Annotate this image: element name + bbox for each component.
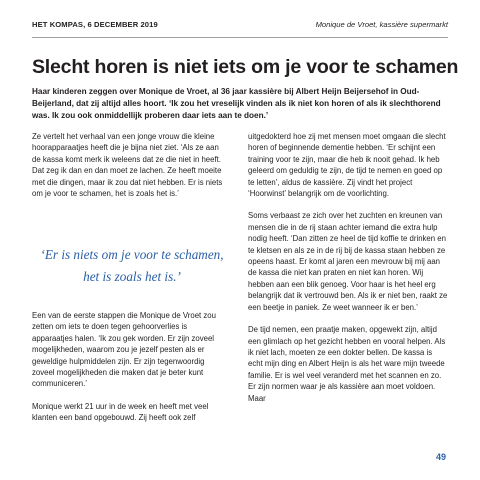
- page-header: [32, 18, 448, 32]
- paragraph: De tijd nemen, een praatje maken, opgewekt zijn, altijd een glimlach op het gezicht hebben en vooral helpen. Als ik niet lach, moeten ze een dokter bellen. De kassa is echt mijn ding en Albert Heijn is als het ware mijn tweede familie. Er is wel veel veranderd met het scannen en zo. Er zijn normen waar je als kassière aan moet voldoen. Maar: [248, 325, 446, 403]
- article-title: Slecht horen is niet iets om je voor te schamen: [32, 56, 459, 78]
- header-divider: [32, 37, 448, 38]
- left-column: [32, 131, 228, 210]
- paragraph: Soms verbaast ze zich over het zuchten en kreunen van mensen die in de rij staan achter iemand die extra hulp nodig heeft. ‘Dan zitten ze heel de tijd koffie te drinken en te kletsen en als ze in de rij bij de kassa staan hebben ze opeens haast. Er komt al jaren een mevrouw bij mij aan de kassa die niet kan praten en niet kan horen. Wij hebben aan een blik genoeg. Voor haar is het heel erg belangrijk dat ik vertrouwd ben. Als ik er niet ben, raakt ze een beetje in paniek. Ze weet wanneer ik er ben.’: [248, 211, 448, 312]
- pull-quote: [32, 244, 232, 288]
- pull-quote-line: het is zoals het is.’: [83, 269, 181, 284]
- article-lead: Haar kinderen zeggen over Monique de Vroet, al 36 jaar kassière bij Albert Heijn Beijersehof in Oud-Beijerland, dat zij altijd alles hoort. ‘Ik zou het vreselijk vinden als ik niet kon horen of als ik slechthorend was. Ik zou ook onmiddellijk proberen daar iets aan te doen.’: [32, 87, 441, 120]
- paragraph: uitgedokterd hoe zij met mensen moet omgaan die slecht horen of beginnende dementie hebben. ‘Er schijnt een training voor te zijn, maar die heb ik nooit gehad. Ik heb geleerd om geduldig te zijn, de tijd te nemen en goed op te letten’, aldus de kassière. Zij vindt het project ‘Hoorwinst’ belangrijk om de voorlichting.: [248, 132, 446, 199]
- left-column-bottom: [32, 310, 228, 435]
- paragraph: Een van de eerste stappen die Monique de Vroet zou zetten om iets te doen tegen gehoorverlies is apparaatjes halen. ‘Ik zou gek worden. Er zijn zoveel mogelijkheden, waarom zou je jezelf pesten als er geweldige hulpmiddelen zijn. Er zijn tegenwoordig zoveel mogelijkheden die maken dat je beter kunt communiceren.’: [32, 311, 216, 389]
- article-subject: Monique de Vroet, kassière supermarkt: [315, 20, 448, 29]
- pull-quote-line: ‘Er is niets om je voor te schamen,: [40, 247, 224, 262]
- right-column: [248, 131, 448, 415]
- page-number: 49: [435, 452, 446, 462]
- paragraph: Ze vertelt het verhaal van een jonge vrouw die kleine hoorapparaatjes heeft die je bijna niet ziet. ‘Als ze aan de kassa komt merk ik weleens dat ze die niet in heeft. Dat zeg ik dan en dan moet ze lachen. Ze heeft moeite met die dingen, maar ik zou dat niet hebben. Er is niets om je voor te schamen, het is zoals het is.’: [32, 132, 223, 199]
- paragraph: Monique werkt 21 uur in de week en heeft met veel klanten een band opgebouwd. Zij heeft ook zelf: [32, 401, 209, 423]
- publication-date: HET KOMPAS, 6 DECEMBER 2019: [32, 20, 158, 29]
